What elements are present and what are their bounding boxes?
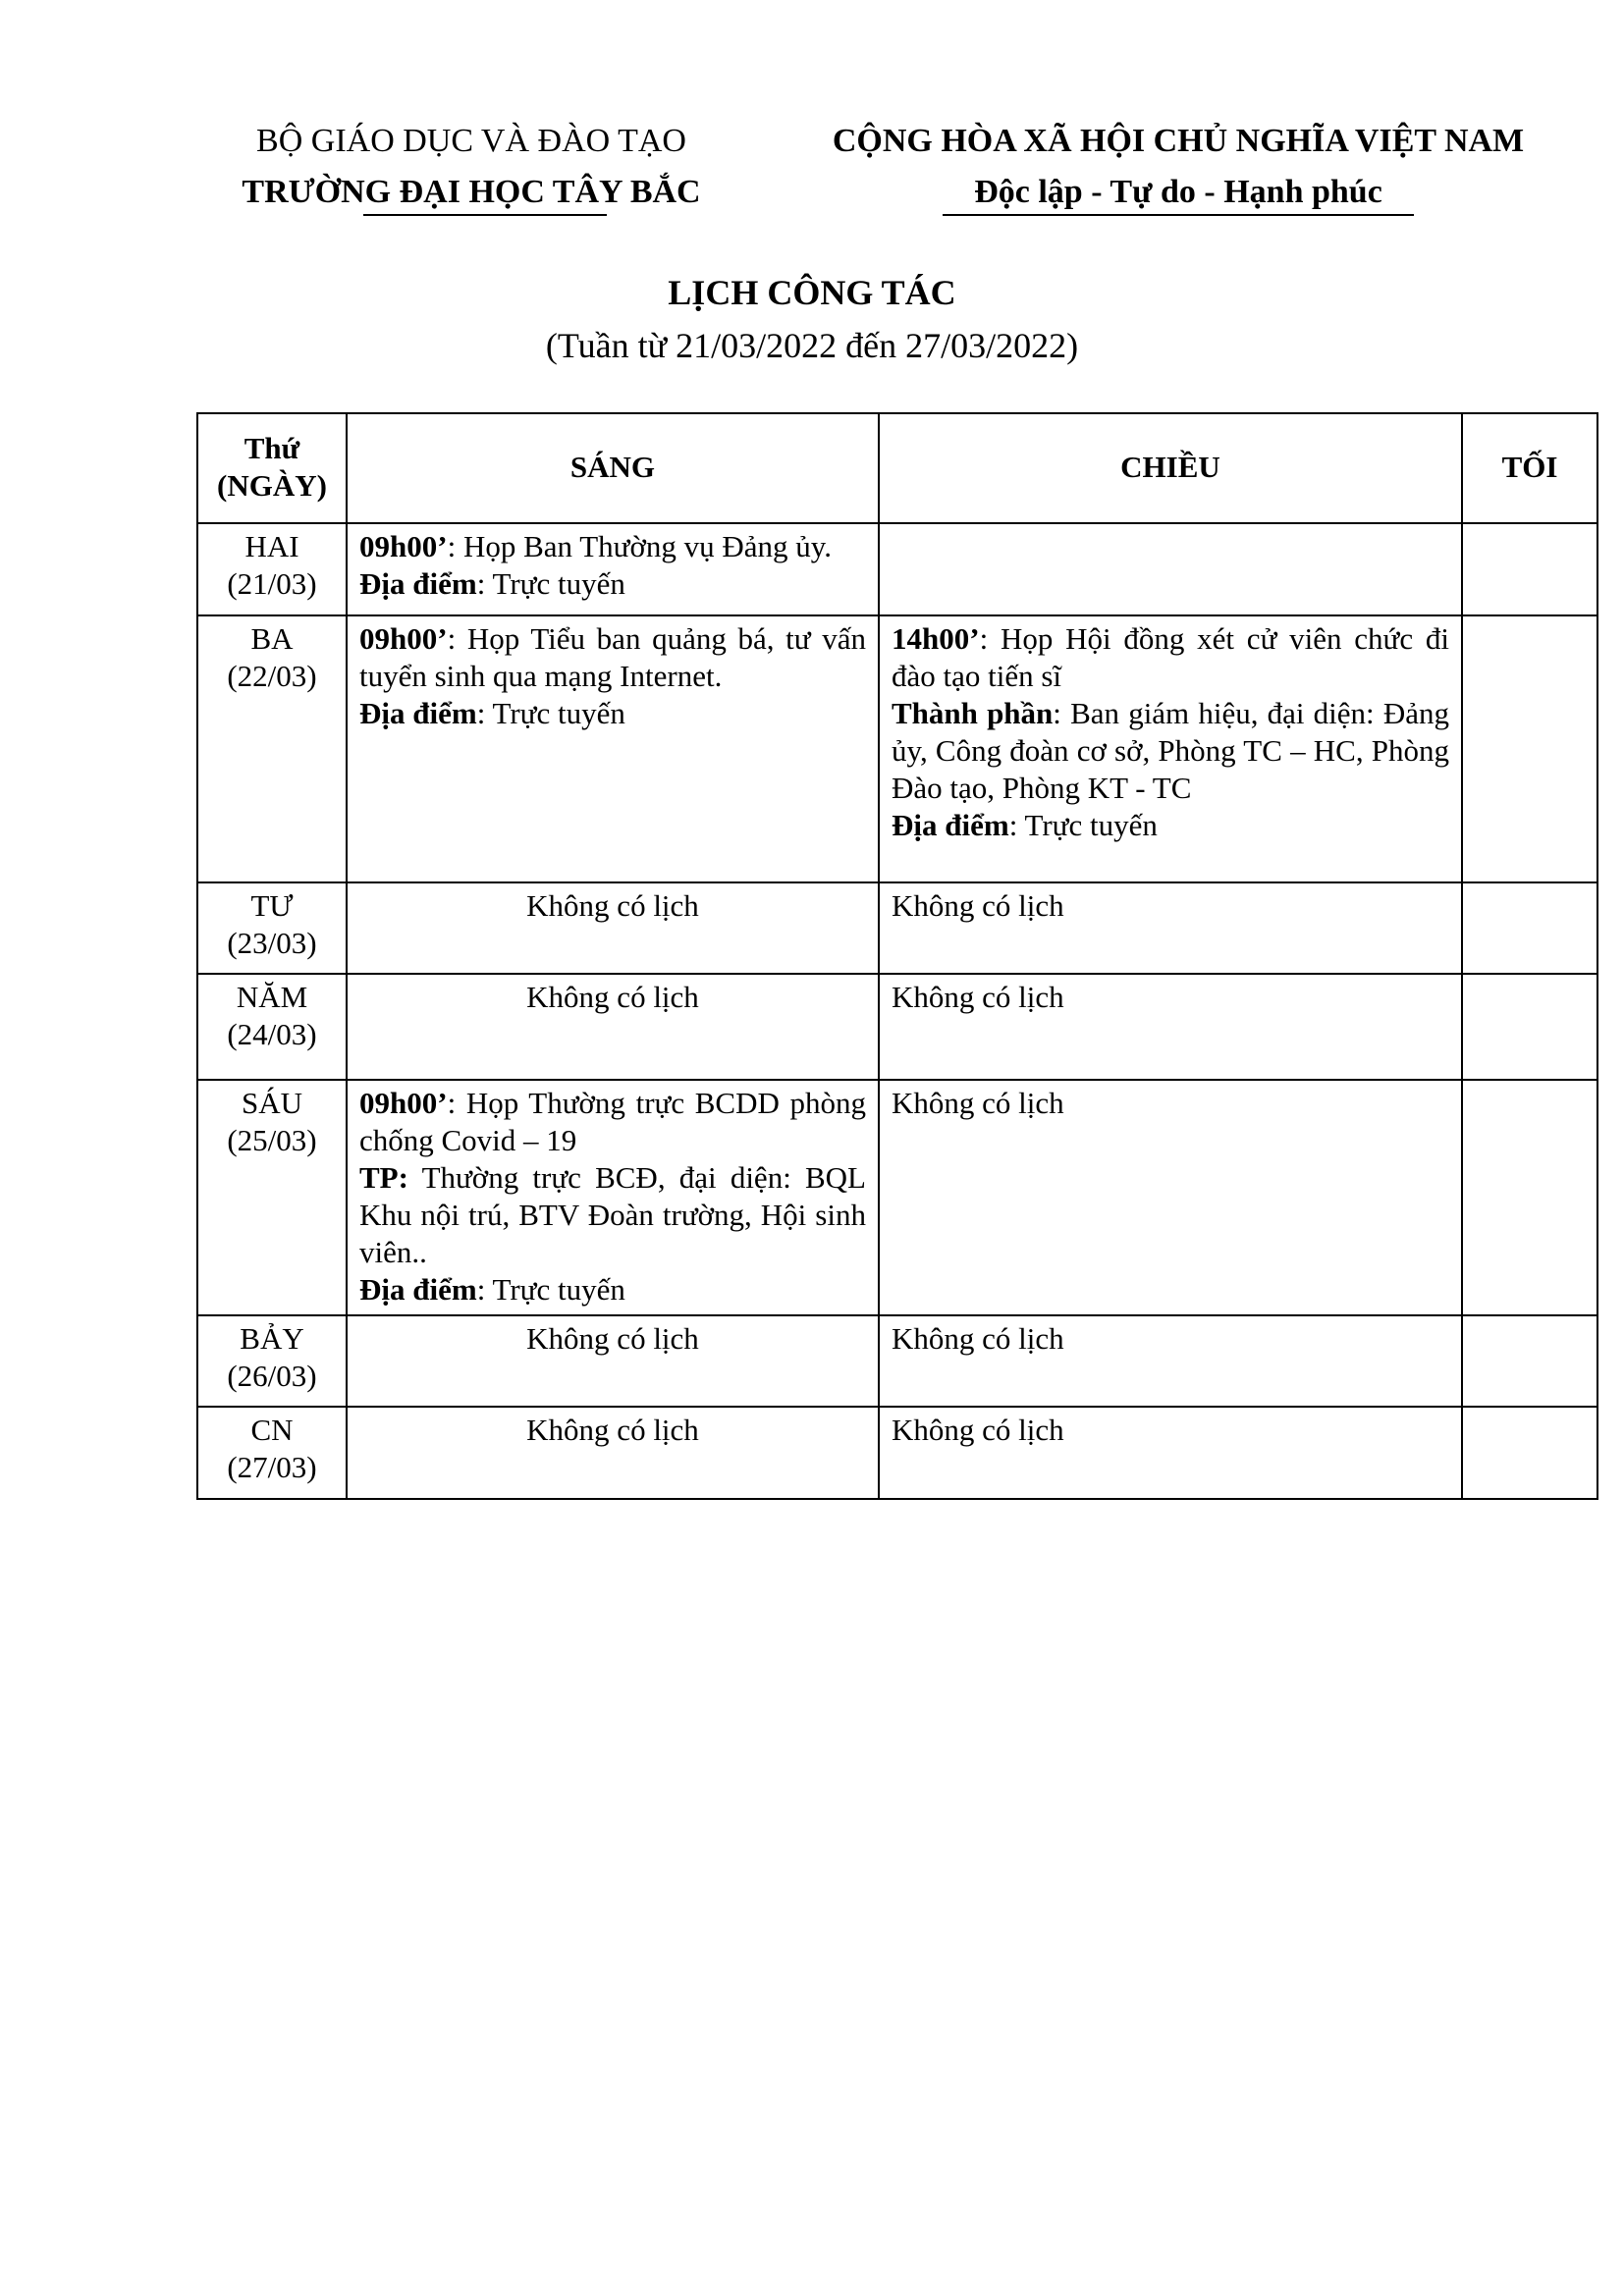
event-time: 09h00’ <box>359 1086 448 1120</box>
evening-cell <box>1462 882 1597 974</box>
day-date: (25/03) <box>227 1123 317 1157</box>
table-header-row <box>197 413 1597 523</box>
day-cell <box>197 1080 347 1315</box>
evening-cell <box>1462 1080 1597 1315</box>
participants-label: Thành phần <box>892 696 1054 730</box>
afternoon-cell: Không có lịch <box>879 1315 1462 1407</box>
afternoon-cell <box>879 615 1462 882</box>
evening-cell <box>1462 615 1597 882</box>
morning-cell: Không có lịch <box>347 882 879 974</box>
event-text: : Họp Ban Thường vụ Đảng ủy. <box>447 529 832 563</box>
day-name: HAI <box>244 529 299 563</box>
afternoon-cell: Không có lịch <box>879 882 1462 974</box>
university-name: TRƯỜNG ĐẠI HỌC TÂY BẮC <box>242 174 701 210</box>
document-subtitle: (Tuần từ 21/03/2022 đến 27/03/2022) <box>545 326 1079 365</box>
ministry-header <box>196 116 746 218</box>
university-underline <box>363 214 607 216</box>
day-date: (24/03) <box>227 1017 317 1051</box>
afternoon-cell: Không có lịch <box>879 1080 1462 1315</box>
location-text: : Trực tuyến <box>476 566 625 601</box>
day-name: TƯ <box>250 888 294 923</box>
national-motto: Độc lập - Tự do - Hạnh phúc <box>974 174 1382 210</box>
morning-cell: Không có lịch <box>347 1407 879 1499</box>
participants-label: TP: <box>359 1160 408 1195</box>
table-row <box>197 882 1597 974</box>
morning-cell <box>347 1080 879 1315</box>
afternoon-cell: Không có lịch <box>879 1407 1462 1499</box>
document-title: LỊCH CÔNG TÁC <box>668 273 956 312</box>
day-header-line2: (NGÀY) <box>217 468 327 503</box>
evening-cell <box>1462 1407 1597 1499</box>
country-name: CỘNG HÒA XÃ HỘI CHỦ NGHĨA VIỆT NAM <box>832 123 1525 159</box>
table-row <box>197 615 1597 882</box>
day-name: CN <box>250 1413 294 1447</box>
table-row <box>197 1315 1597 1407</box>
location-text: : Trực tuyến <box>1008 808 1158 842</box>
ministry-name: BỘ GIÁO DỤC VÀ ĐÀO TẠO <box>256 123 686 159</box>
evening-cell <box>1462 1315 1597 1407</box>
day-date: (21/03) <box>227 566 317 601</box>
morning-cell <box>347 523 879 615</box>
event-text: : Họp Hội đồng xét cử viên chức đi đào tạo tiến sĩ <box>892 621 1449 693</box>
day-cell <box>197 974 347 1080</box>
event-text: : Họp Thường trực BCDD phòng chống Covid – 19 <box>359 1086 866 1157</box>
morning-cell: Không có lịch <box>347 974 879 1080</box>
event-time: 09h00’ <box>359 621 448 656</box>
day-cell <box>197 615 347 882</box>
day-date: (26/03) <box>227 1359 317 1393</box>
location-label: Địa điểm <box>892 808 1009 842</box>
schedule-table <box>196 412 1598 1500</box>
table-row <box>197 974 1597 1080</box>
day-date: (23/03) <box>227 926 317 960</box>
table-row <box>197 1407 1597 1499</box>
day-name: SÁU <box>241 1086 302 1120</box>
day-cell <box>197 1315 347 1407</box>
motto-underline <box>943 214 1414 216</box>
day-date: (27/03) <box>227 1450 317 1484</box>
table-row <box>197 523 1597 615</box>
col-header-morning: SÁNG <box>347 413 879 523</box>
event-time: 14h00’ <box>892 621 980 656</box>
day-name: NĂM <box>236 980 308 1014</box>
col-header-evening: TỐI <box>1462 413 1597 523</box>
day-cell <box>197 1407 347 1499</box>
national-header <box>805 116 1551 218</box>
col-header-day <box>197 413 347 523</box>
location-text: : Trực tuyến <box>476 696 625 730</box>
participants-text: Thường trực BCĐ, đại diện: BQL Khu nội trú, BTV Đoàn trường, Hội sinh viên.. <box>359 1160 866 1269</box>
day-name: BẢY <box>240 1321 304 1356</box>
day-date: (22/03) <box>227 659 317 693</box>
afternoon-cell: Không có lịch <box>879 974 1462 1080</box>
location-label: Địa điểm <box>359 696 477 730</box>
location-label: Địa điểm <box>359 566 477 601</box>
table-row <box>197 1080 1597 1315</box>
morning-cell <box>347 615 879 882</box>
participants-text: : Ban giám hiệu, đại diện: Đảng ủy, Công đoàn cơ sở, Phòng TC – HC, Phòng Đào tạo, Phòng KT - TC <box>892 696 1449 805</box>
morning-cell: Không có lịch <box>347 1315 879 1407</box>
col-header-afternoon: CHIỀU <box>879 413 1462 523</box>
location-text: : Trực tuyến <box>476 1272 625 1307</box>
day-name: BA <box>250 621 294 656</box>
location-label: Địa điểm <box>359 1272 477 1307</box>
day-cell <box>197 882 347 974</box>
event-text: : Họp Tiểu ban quảng bá, tư vấn tuyển sinh qua mạng Internet. <box>359 621 866 693</box>
day-header-line1: Thứ <box>244 431 300 465</box>
evening-cell <box>1462 974 1597 1080</box>
afternoon-cell <box>879 523 1462 615</box>
evening-cell <box>1462 523 1597 615</box>
event-time: 09h00’ <box>359 529 448 563</box>
day-cell <box>197 523 347 615</box>
